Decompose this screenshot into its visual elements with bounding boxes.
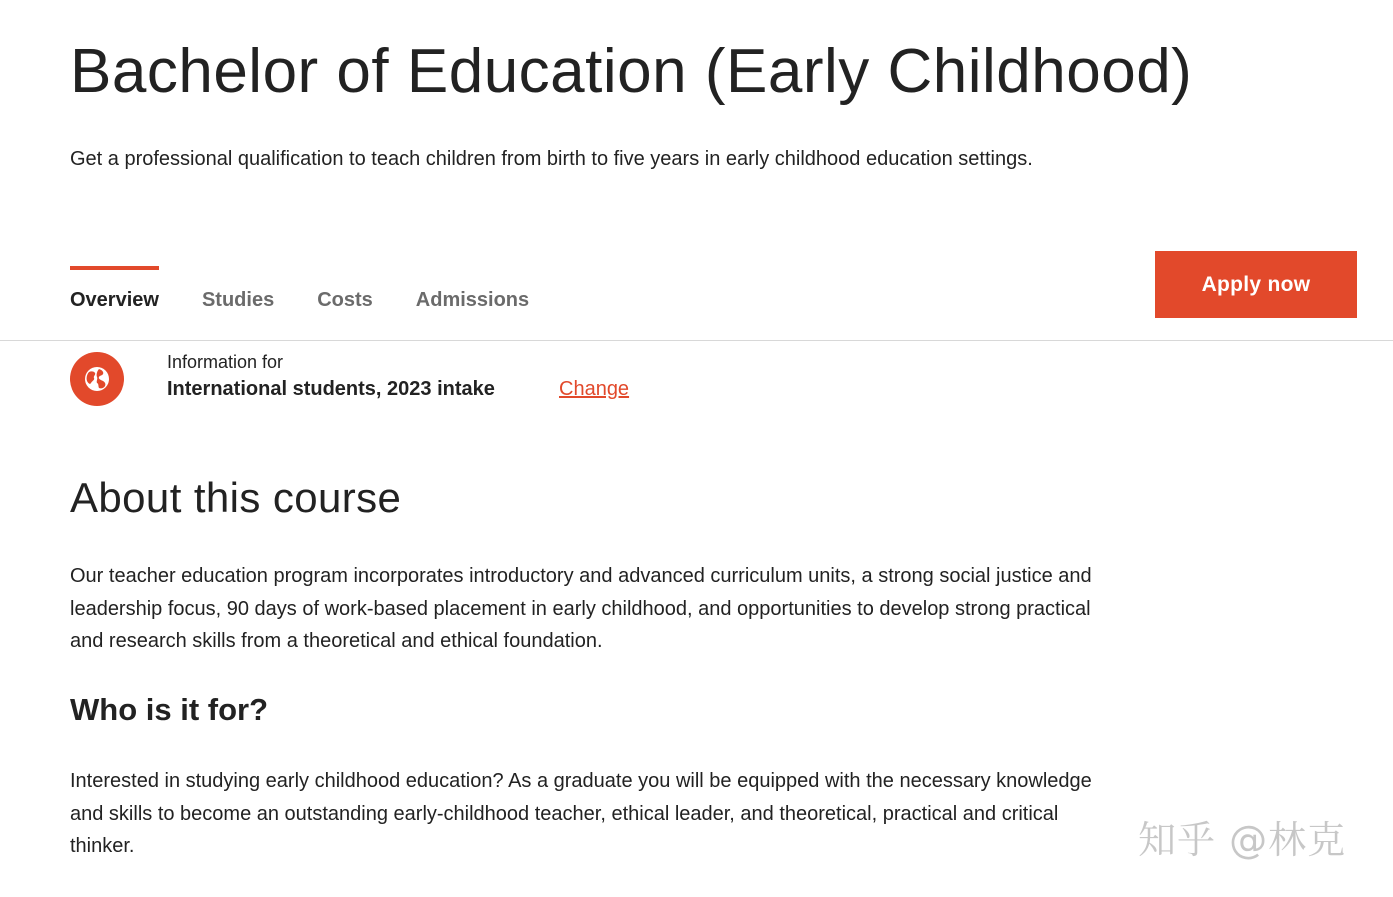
tab-overview[interactable]: Overview bbox=[70, 266, 159, 340]
tab-studies[interactable]: Studies bbox=[201, 289, 275, 311]
page-subtitle: Get a professional qualification to teach children from birth to five years in early childhood education settings. bbox=[70, 148, 1033, 170]
tab-admissions[interactable]: Admissions bbox=[415, 289, 530, 311]
course-tabs bbox=[70, 266, 529, 340]
change-link[interactable]: Change bbox=[559, 378, 630, 400]
globe-icon-graphic bbox=[82, 364, 112, 394]
who-paragraph: Interested in studying early childhood education? As a graduate you will be equipped with the necessary knowledge and skills to become an outstanding early-childhood teacher, ethical leader, and theoretical, practical and critical thinker. bbox=[70, 770, 1092, 857]
who-heading: Who is it for? bbox=[70, 692, 269, 727]
page-title: Bachelor of Education (Early Childhood) bbox=[70, 37, 1193, 106]
info-value: International students, 2023 intake bbox=[167, 378, 495, 400]
apply-now-button[interactable]: Apply now bbox=[1155, 251, 1357, 318]
tab-costs[interactable]: Costs bbox=[317, 289, 373, 311]
info-label: Information for bbox=[167, 352, 284, 372]
watermark: 知乎 @林克 bbox=[1138, 818, 1347, 862]
globe-icon bbox=[70, 352, 124, 406]
about-heading: About this course bbox=[70, 474, 402, 521]
about-paragraph: Our teacher education program incorporates introductory and advanced curriculum units, a strong social justice and leadership focus, 90 days of work-based placement in early childhood, and opportunities to develop strong practical and research skills from a theoretical and ethical foundation. bbox=[70, 565, 1092, 652]
tabs-divider bbox=[0, 340, 1393, 341]
